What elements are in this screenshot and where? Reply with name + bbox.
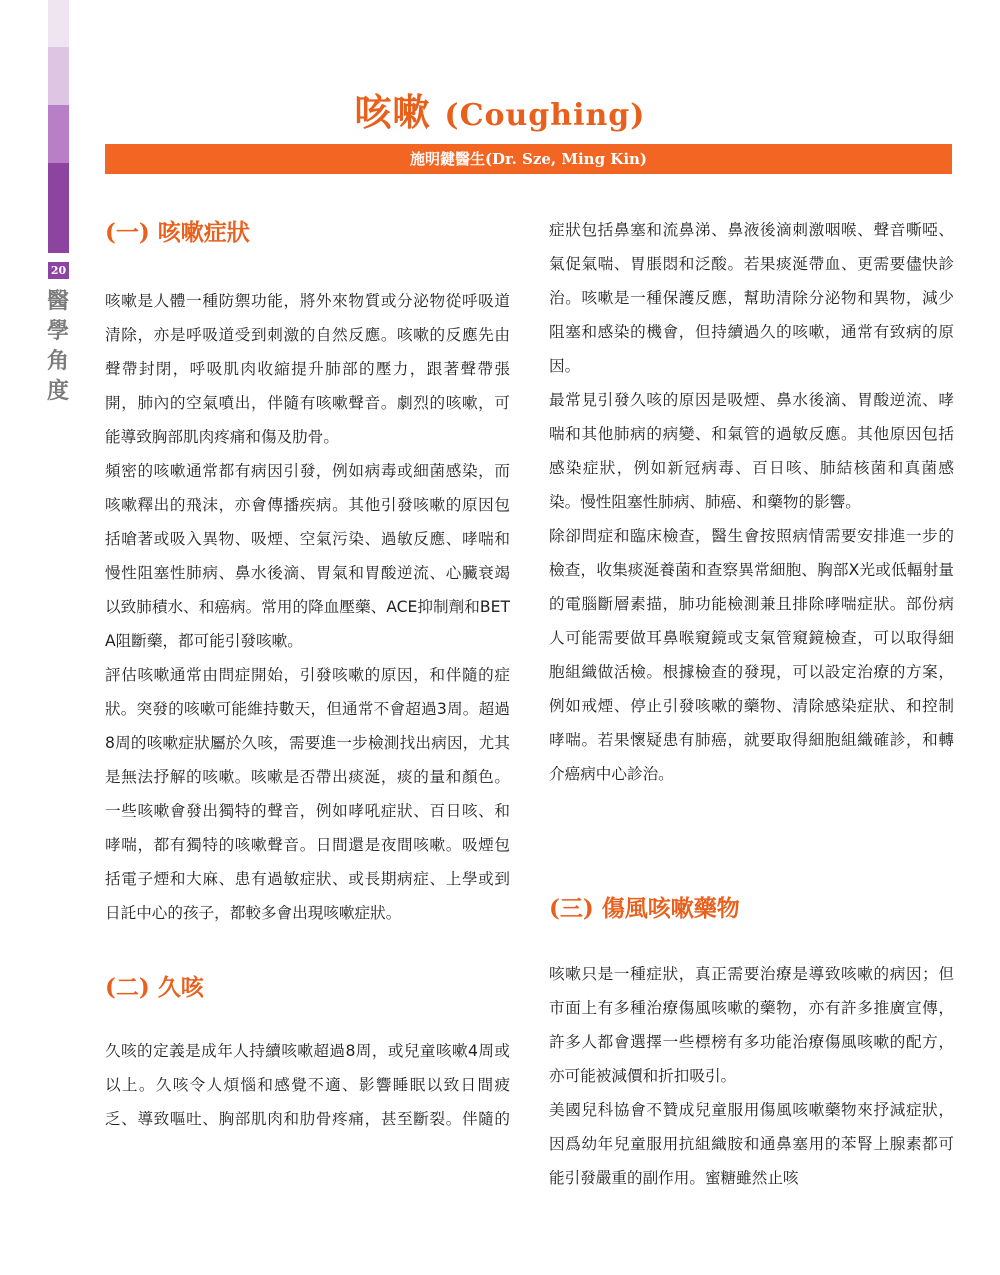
sidebar-strip-4 (48, 163, 69, 253)
section-1-paragraph-2: 頻密的咳嗽通常都有病因引發，例如病毒或細菌感染，而咳嗽釋出的飛沫，亦會傳播疾病。其他引發咳嗽的原因包括嗆著或吸入異物、吸煙、空氣污染、過敏反應、哮喘和慢性阻塞性肺病、鼻水後滴、胃氣和胃酸逆流、心臟衰竭以致肺積水、和癌病。常用的降血壓藥、ACE抑制劑和BETA阻斷藥，都可能引發咳嗽。 (105, 462, 510, 650)
section-2-paragraph-2: 最常見引發久咳的原因是吸煙、鼻水後滴、胃酸逆流、哮喘和其他肺病的病變、和氣管的過敏反應。其他原因包括感染症狀，例如新冠病毒、百日咳、肺結核菌和真菌感染。慢性阻塞性肺病、肺癌、和藥物的影響。 (549, 391, 954, 511)
section-1-paragraph-3: 評估咳嗽通常由問症開始，引發咳嗽的原因，和伴隨的症狀。突發的咳嗽可能維持數天，但通常不會超過3周。超過8周的咳嗽症狀屬於久咳，需要進一步檢測找出病因，尤其是無法抒解的咳嗽。咳嗽是否帶出痰涎，痰的量和顏色。一些咳嗽會發出獨特的聲音，例如哮吼症狀、百日咳、和哮喘，都有獨特的咳嗽聲音。日間還是夜間咳嗽。吸煙包括電子煙和大麻、患有過敏症狀、或長期病症、上學或到日託中心的孩子，都較多會出現咳嗽症狀。 (105, 666, 510, 922)
article-title-en: (Coughing) (444, 98, 646, 133)
page-number: 20 (48, 262, 69, 279)
section-2-paragraph-3: 除卻問症和臨床檢查，醫生會按照病情需要安排進一步的檢查，收集痰涎養菌和查察異常細胞、胸部X光或低輻射量的電腦斷層素描，肺功能檢測兼且排除哮喘症狀。部份病人可能需要做耳鼻喉窺鏡或支氣管窺鏡檢查，可以取得細胞組織做活檢。根據檢查的發現，可以設定治療的方案，例如戒煙、停止引發咳嗽的藥物、清除感染症狀、和控制哮喘。若果懷疑患有肺癌，就要取得細胞組織確診，和轉介癌病中心診治。 (549, 527, 954, 783)
section-title-vertical: 醫學角度 (46, 288, 69, 404)
section-2-continuation (549, 213, 954, 833)
author-bar (105, 144, 952, 174)
sidebar-strip-1 (48, 0, 69, 47)
article-title (0, 82, 1000, 136)
section-2-paragraph-1-start (105, 1034, 510, 1136)
section-2-heading: (二) 久咳 (105, 974, 204, 1001)
article-title-zh: 咳嗽 (354, 90, 431, 134)
section-1-heading: (一) 咳嗽症狀 (105, 219, 250, 246)
author-name: 施明鍵醫生(Dr. Sze, Ming Kin) (409, 150, 648, 168)
right-column (549, 213, 954, 1195)
section-2-paragraph-1: 久咳的定義是成年人持續咳嗽超過8周，或兒童咳嗽4周或以上。久咳令人煩惱和感覺不適、影響睡眠以致日間疲乏、導致嘔吐、胸部肌肉和肋骨疼痛，甚至斷裂。伴隨的 (105, 1042, 510, 1128)
left-column (105, 215, 510, 1136)
section-3-paragraph-2: 美國兒科協會不贊成兒童服用傷風咳嗽藥物來抒減症狀，因爲幼年兒童服用抗組織胺和通鼻塞用的苯腎上腺素都可能引發嚴重的副作用。蜜糖雖然止咳 (549, 1101, 954, 1187)
section-3-heading: (三) 傷風咳嗽藥物 (549, 895, 740, 922)
section-2-paragraph-1-continued: 症狀包括鼻塞和流鼻涕、鼻液後滴刺激咽喉、聲音嘶啞、氣促氣喘、胃脹悶和泛酸。若果痰涎帶血、更需要儘快診治。咳嗽是一種保護反應，幫助清除分泌物和異物，減少阻塞和感染的機會，但持續過久的咳嗽，通常有致病的原因。 (549, 221, 954, 375)
section-3-paragraph-1: 咳嗽只是一種症狀，真正需要治療是導致咳嗽的病因；但市面上有多種治療傷風咳嗽的藥物，亦有許多推廣宣傳，許多人都會選擇一些標榜有多功能治療傷風咳嗽的配方，亦可能被減價和折扣吸引。 (549, 965, 954, 1085)
section-1-paragraph-1: 咳嗽是人體一種防禦功能，將外來物質或分泌物從呼吸道清除，亦是呼吸道受到刺激的自然反應。咳嗽的反應先由聲帶封閉，呼吸肌肉收縮提升肺部的壓力，跟著聲帶張開，肺內的空氣噴出，伴隨有咳嗽聲音。劇烈的咳嗽，可能導致胸部肌肉疼痛和傷及肋骨。 (105, 292, 510, 446)
